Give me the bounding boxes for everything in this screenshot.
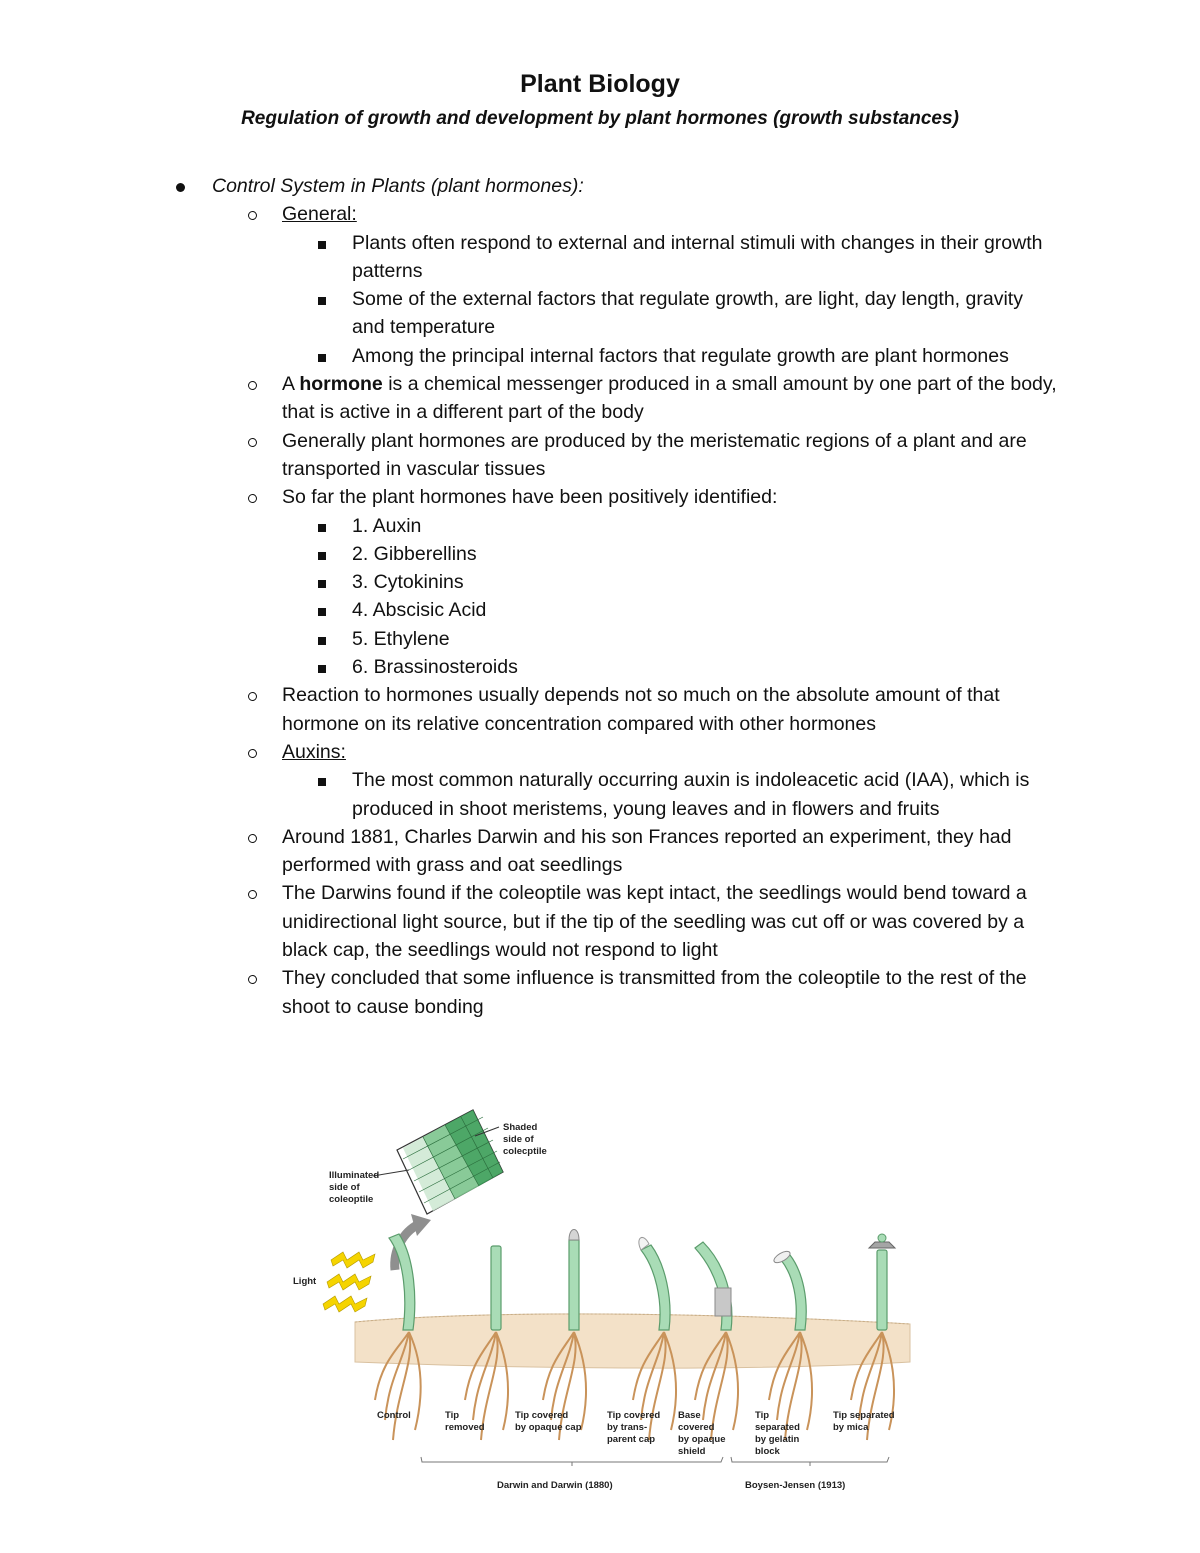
seedling-label-line: removed <box>445 1422 485 1433</box>
bullet-square-icon <box>318 285 326 313</box>
list-item <box>0 681 1200 738</box>
list-item <box>0 427 1200 484</box>
bullet-disc-icon <box>176 172 185 200</box>
text-fragment: A <box>282 373 300 396</box>
list-item-text: The Darwins found if the coleoptile was kept intact, the seedlings would bend toward a unidirectional light source, but if the tip of the seedling was cut off or was covered by a black cap, the seedlings would not respond to light <box>282 882 1027 962</box>
bullet-circle-icon <box>248 681 257 709</box>
bullet-circle-icon <box>248 879 257 907</box>
list-item <box>0 766 1200 823</box>
group-label-boysen: Boysen-Jensen (1913) <box>745 1480 846 1491</box>
boysen-bracket <box>731 1457 889 1466</box>
bullet-circle-icon <box>248 738 257 766</box>
seedling-label-line: Base <box>678 1410 701 1421</box>
text-fragment: is a chemical messenger produced in a small amount by one part of the body, that is active in a different part of the body <box>282 373 1057 424</box>
list-item <box>0 370 1200 427</box>
mica-plate-icon <box>869 1242 895 1248</box>
seedling-label-line: by opaque <box>678 1434 726 1445</box>
hormone-name: 3. Cytokinins <box>352 571 464 594</box>
shaded-label-line: Shaded <box>503 1122 538 1133</box>
hormone-item <box>0 540 1200 568</box>
mica-tip-icon <box>878 1234 886 1242</box>
hormone-name: 5. Ethylene <box>352 627 450 650</box>
hormone-item <box>0 596 1200 624</box>
opaque-shield-icon <box>715 1288 731 1316</box>
seedling-label-line: covered <box>678 1422 715 1433</box>
seedling-label-mica <box>833 1410 897 1433</box>
seedling-label-line: block <box>755 1446 780 1457</box>
seedling-label-opaque-cap <box>515 1410 582 1433</box>
seedling-label-tip-removed <box>445 1410 485 1433</box>
list-item <box>0 823 1200 880</box>
bullet-square-icon <box>318 596 326 624</box>
list-item-text: So far the plant hormones have been positively identified: <box>282 486 778 509</box>
bullet-square-icon <box>318 568 326 596</box>
seedling-label-line: Tip <box>445 1410 460 1421</box>
seedling-tip-removed <box>491 1246 501 1330</box>
seedling-label-line: by opaque cap <box>515 1422 582 1433</box>
illuminated-label-line: side of <box>329 1182 360 1193</box>
list-item-text: Among the principal internal factors that regulate growth are plant hormones <box>352 344 1009 367</box>
list-item-text: Around 1881, Charles Darwin and his son Frances reported an experiment, they had performed with grass and oat seedlings <box>282 825 1012 877</box>
seedling-label-line: Tip covered <box>515 1410 569 1421</box>
seedling-label-line: by gelatin <box>755 1434 800 1445</box>
seedling-label-line: parent cap <box>607 1434 656 1445</box>
soil-band <box>355 1314 910 1368</box>
list-item <box>0 964 1200 1021</box>
list-item <box>0 483 1200 511</box>
bullet-square-icon <box>318 229 326 257</box>
seedling-label-line: Control <box>377 1410 411 1421</box>
darwin-bracket <box>421 1457 723 1466</box>
light-label: Light <box>293 1276 317 1287</box>
page-subtitle: Regulation of growth and development by plant hormones (growth substances) <box>241 108 959 129</box>
seedling-label-line: Tip covered <box>607 1410 661 1421</box>
illuminated-label-line: coleoptile <box>329 1194 374 1205</box>
list-item-text: Generally plant hormones are produced by the meristematic regions of a plant and are transported in vascular tissues <box>282 429 1027 480</box>
auxins-label: Auxins: <box>282 740 346 763</box>
opaque-cap-icon <box>569 1230 579 1241</box>
group-label-darwin: Darwin and Darwin (1880) <box>497 1480 613 1491</box>
list-item-text: The most common naturally occurring auxin is indoleacetic acid (IAA), which is produced in shoot meristems, young leaves and in flowers and fruits <box>352 769 1030 820</box>
list-item-text: Some of the external factors that regulate growth, are light, day length, gravity and temperature <box>352 288 1023 339</box>
bullet-circle-icon <box>248 200 257 228</box>
seedling-label-line: by mica <box>833 1422 869 1433</box>
list-item <box>0 285 1200 342</box>
bullet-square-icon <box>318 342 326 370</box>
bullet-square-icon <box>318 512 326 540</box>
hormone-name: 4. Abscisic Acid <box>352 599 487 622</box>
cell-block-inset <box>373 1110 503 1270</box>
seedling-label-base-shield <box>678 1410 728 1457</box>
list-item-text: Reaction to hormones usually depends not so much on the absolute amount of that hormone on its relative concentration compared with other hormones <box>282 684 1000 735</box>
seedling-label-line: separated <box>755 1422 800 1433</box>
seedling-opaque-cap <box>569 1240 579 1330</box>
shaded-label-line: side of <box>503 1134 534 1145</box>
seedling-label-line: Tip separated <box>833 1410 895 1421</box>
bullet-circle-icon <box>248 427 257 455</box>
bullet-circle-icon <box>248 823 257 851</box>
seedling-label-line: shield <box>678 1446 706 1457</box>
hormone-item <box>0 653 1200 681</box>
bullet-square-icon <box>318 625 326 653</box>
arrow-head-icon <box>411 1214 431 1236</box>
bullet-square-icon <box>318 766 326 794</box>
experiment-diagram <box>285 1100 915 1520</box>
list-item-text: They concluded that some influence is transmitted from the coleoptile to the rest of the shoot to cause bonding <box>282 967 1027 1018</box>
illuminated-label <box>329 1170 382 1205</box>
phototropism-figure <box>285 1100 915 1520</box>
seedling-label-line: Tip <box>755 1410 770 1421</box>
bullet-square-icon <box>318 653 326 681</box>
page-title: Plant Biology <box>520 70 680 98</box>
seedling-label-line: by trans- <box>607 1422 648 1433</box>
seedling-label-control <box>377 1410 411 1421</box>
light-rays-icon <box>323 1252 375 1312</box>
seedling-label-transparent-cap <box>607 1410 663 1445</box>
hormone-term: hormone <box>299 373 383 396</box>
bullet-circle-icon <box>248 483 257 511</box>
seedling-mica <box>877 1250 887 1330</box>
seedling-label-gelatin <box>755 1410 803 1457</box>
bullet-square-icon <box>318 540 326 568</box>
list-item <box>0 229 1200 286</box>
document-body <box>0 172 1200 1021</box>
hormone-name: 2. Gibberellins <box>352 542 477 565</box>
list-item <box>0 200 1200 228</box>
general-label: General: <box>282 203 357 226</box>
shaded-label-line: colecptile <box>503 1146 547 1157</box>
list-item-text: Plants often respond to external and internal stimuli with changes in their growth patterns <box>352 231 1043 282</box>
shaded-label <box>503 1122 547 1157</box>
bullet-circle-icon <box>248 964 257 992</box>
list-item <box>0 342 1200 370</box>
hormone-name: 1. Auxin <box>352 514 422 537</box>
list-item <box>0 738 1200 766</box>
hormone-name: 6. Brassinosteroids <box>352 656 518 679</box>
bullet-circle-icon <box>248 370 257 398</box>
hormone-item <box>0 512 1200 540</box>
heading-text: Control System in Plants (plant hormones): <box>212 175 584 197</box>
hormone-item <box>0 625 1200 653</box>
illuminated-label-line: Illuminated <box>329 1170 380 1181</box>
outline-heading <box>0 172 1200 200</box>
list-item <box>0 879 1200 964</box>
hormone-item <box>0 568 1200 596</box>
